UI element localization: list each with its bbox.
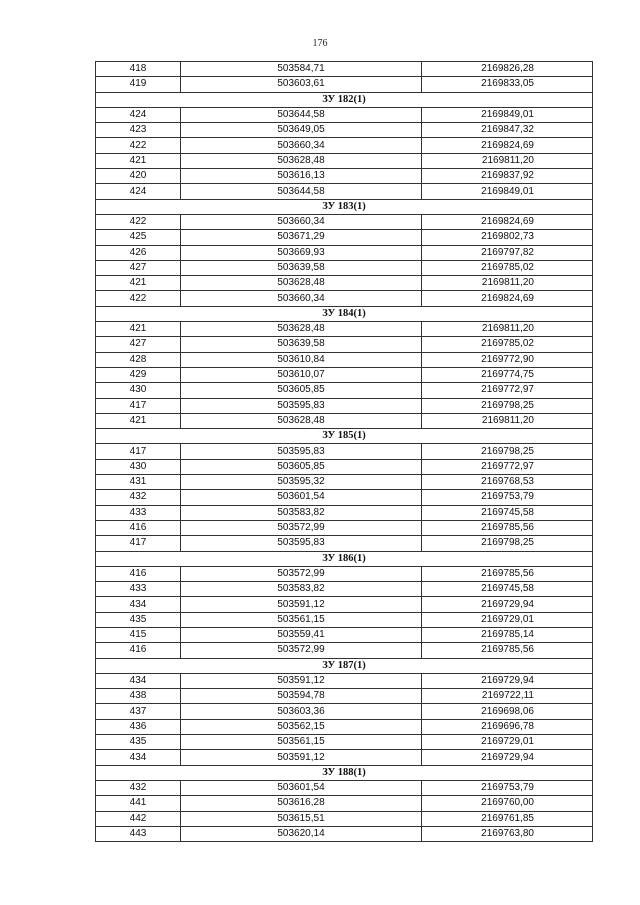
table-row [96,689,593,704]
section-title: ЗУ 183(1) [96,199,593,214]
x-coordinate-cell: 503562,15 [181,719,422,734]
point-number-cell: 434 [96,750,181,765]
y-coordinate-cell: 2169811,20 [422,413,593,428]
point-number-cell: 438 [96,689,181,704]
point-number-cell: 435 [96,612,181,627]
point-number-cell: 419 [96,77,181,92]
y-coordinate-cell: 2169729,01 [422,735,593,750]
table-row [96,245,593,260]
y-coordinate-cell: 2169760,00 [422,796,593,811]
table-row [96,184,593,199]
table-row [96,123,593,138]
point-number-cell: 430 [96,383,181,398]
table-row [96,673,593,688]
table-row [96,322,593,337]
table-row [96,398,593,413]
y-coordinate-cell: 2169768,53 [422,475,593,490]
point-number-cell: 418 [96,62,181,77]
point-number-cell: 434 [96,597,181,612]
table-row [96,612,593,627]
y-coordinate-cell: 2169772,97 [422,383,593,398]
section-title: ЗУ 188(1) [96,765,593,780]
y-coordinate-cell: 2169774,75 [422,367,593,382]
x-coordinate-cell: 503610,07 [181,367,422,382]
x-coordinate-cell: 503591,12 [181,673,422,688]
section-title: ЗУ 184(1) [96,306,593,321]
y-coordinate-cell: 2169849,01 [422,184,593,199]
y-coordinate-cell: 2169729,94 [422,597,593,612]
point-number-cell: 415 [96,627,181,642]
point-number-cell: 427 [96,260,181,275]
table-row [96,536,593,551]
y-coordinate-cell: 2169798,25 [422,398,593,413]
x-coordinate-cell: 503660,34 [181,138,422,153]
x-coordinate-cell: 503639,58 [181,260,422,275]
table-row [96,627,593,642]
point-number-cell: 417 [96,444,181,459]
x-coordinate-cell: 503595,83 [181,398,422,413]
point-number-cell: 432 [96,490,181,505]
point-number-cell: 421 [96,153,181,168]
point-number-cell: 443 [96,826,181,841]
y-coordinate-cell: 2169761,85 [422,811,593,826]
y-coordinate-cell: 2169696,78 [422,719,593,734]
point-number-cell: 432 [96,780,181,795]
table-row [96,459,593,474]
section-title: ЗУ 185(1) [96,429,593,444]
section-header-row [96,306,593,321]
coordinates-table-body [96,62,593,842]
x-coordinate-cell: 503584,71 [181,62,422,77]
table-row [96,153,593,168]
point-number-cell: 429 [96,367,181,382]
section-header-row [96,199,593,214]
y-coordinate-cell: 2169772,97 [422,459,593,474]
x-coordinate-cell: 503620,14 [181,826,422,841]
point-number-cell: 437 [96,704,181,719]
point-number-cell: 435 [96,735,181,750]
x-coordinate-cell: 503591,12 [181,597,422,612]
y-coordinate-cell: 2169833,05 [422,77,593,92]
y-coordinate-cell: 2169763,80 [422,826,593,841]
section-title: ЗУ 186(1) [96,551,593,566]
x-coordinate-cell: 503605,85 [181,383,422,398]
table-row [96,413,593,428]
x-coordinate-cell: 503603,61 [181,77,422,92]
table-row [96,597,593,612]
table-row [96,475,593,490]
y-coordinate-cell: 2169785,02 [422,260,593,275]
point-number-cell: 441 [96,796,181,811]
point-number-cell: 425 [96,230,181,245]
x-coordinate-cell: 503595,32 [181,475,422,490]
point-number-cell: 433 [96,505,181,520]
point-number-cell: 416 [96,566,181,581]
x-coordinate-cell: 503561,15 [181,735,422,750]
x-coordinate-cell: 503628,48 [181,322,422,337]
page-number: 176 [312,38,328,49]
y-coordinate-cell: 2169811,20 [422,276,593,291]
table-row [96,826,593,841]
point-number-cell: 436 [96,719,181,734]
table-row [96,566,593,581]
table-row [96,704,593,719]
y-coordinate-cell: 2169785,56 [422,520,593,535]
x-coordinate-cell: 503603,36 [181,704,422,719]
table-row [96,750,593,765]
y-coordinate-cell: 2169729,94 [422,673,593,688]
y-coordinate-cell: 2169824,69 [422,138,593,153]
point-number-cell: 417 [96,536,181,551]
y-coordinate-cell: 2169824,69 [422,214,593,229]
point-number-cell: 442 [96,811,181,826]
x-coordinate-cell: 503610,84 [181,352,422,367]
point-number-cell: 422 [96,138,181,153]
y-coordinate-cell: 2169753,79 [422,780,593,795]
y-coordinate-cell: 2169785,56 [422,643,593,658]
x-coordinate-cell: 503601,54 [181,780,422,795]
point-number-cell: 420 [96,169,181,184]
x-coordinate-cell: 503591,12 [181,750,422,765]
section-title: ЗУ 182(1) [96,92,593,107]
x-coordinate-cell: 503595,83 [181,444,422,459]
y-coordinate-cell: 2169849,01 [422,107,593,122]
y-coordinate-cell: 2169847,32 [422,123,593,138]
table-row [96,367,593,382]
x-coordinate-cell: 503628,48 [181,276,422,291]
point-number-cell: 423 [96,123,181,138]
x-coordinate-cell: 503594,78 [181,689,422,704]
y-coordinate-cell: 2169811,20 [422,322,593,337]
x-coordinate-cell: 503616,28 [181,796,422,811]
x-coordinate-cell: 503671,29 [181,230,422,245]
y-coordinate-cell: 2169785,14 [422,627,593,642]
point-number-cell: 433 [96,582,181,597]
section-header-row [96,92,593,107]
y-coordinate-cell: 2169802,73 [422,230,593,245]
table-row [96,169,593,184]
point-number-cell: 431 [96,475,181,490]
table-row [96,505,593,520]
x-coordinate-cell: 503605,85 [181,459,422,474]
section-header-row [96,551,593,566]
point-number-cell: 427 [96,337,181,352]
y-coordinate-cell: 2169785,02 [422,337,593,352]
table-row [96,520,593,535]
point-number-cell: 424 [96,184,181,199]
table-row [96,230,593,245]
x-coordinate-cell: 503595,83 [181,536,422,551]
y-coordinate-cell: 2169798,25 [422,444,593,459]
table-row [96,138,593,153]
table-row [96,643,593,658]
table-row [96,62,593,77]
y-coordinate-cell: 2169753,79 [422,490,593,505]
table-row [96,735,593,750]
table-row [96,719,593,734]
y-coordinate-cell: 2169729,01 [422,612,593,627]
point-number-cell: 416 [96,520,181,535]
point-number-cell: 422 [96,291,181,306]
table-row [96,260,593,275]
table-row [96,444,593,459]
y-coordinate-cell: 2169722,11 [422,689,593,704]
y-coordinate-cell: 2169824,69 [422,291,593,306]
y-coordinate-cell: 2169745,58 [422,582,593,597]
y-coordinate-cell: 2169837,92 [422,169,593,184]
point-number-cell: 421 [96,276,181,291]
x-coordinate-cell: 503669,93 [181,245,422,260]
x-coordinate-cell: 503628,48 [181,153,422,168]
y-coordinate-cell: 2169698,06 [422,704,593,719]
table-row [96,383,593,398]
point-number-cell: 430 [96,459,181,474]
table-row [96,276,593,291]
point-number-cell: 426 [96,245,181,260]
y-coordinate-cell: 2169745,58 [422,505,593,520]
x-coordinate-cell: 503660,34 [181,214,422,229]
table-row [96,337,593,352]
x-coordinate-cell: 503644,58 [181,107,422,122]
x-coordinate-cell: 503583,82 [181,582,422,597]
x-coordinate-cell: 503583,82 [181,505,422,520]
table-row [96,291,593,306]
x-coordinate-cell: 503615,51 [181,811,422,826]
x-coordinate-cell: 503572,99 [181,643,422,658]
y-coordinate-cell: 2169811,20 [422,153,593,168]
y-coordinate-cell: 2169798,25 [422,536,593,551]
point-number-cell: 422 [96,214,181,229]
point-number-cell: 421 [96,413,181,428]
table-row [96,107,593,122]
table-row [96,796,593,811]
table-row [96,780,593,795]
point-number-cell: 424 [96,107,181,122]
x-coordinate-cell: 503639,58 [181,337,422,352]
section-header-row [96,429,593,444]
y-coordinate-cell: 2169797,82 [422,245,593,260]
table-row [96,490,593,505]
point-number-cell: 434 [96,673,181,688]
y-coordinate-cell: 2169772,90 [422,352,593,367]
x-coordinate-cell: 503572,99 [181,520,422,535]
point-number-cell: 417 [96,398,181,413]
x-coordinate-cell: 503601,54 [181,490,422,505]
point-number-cell: 428 [96,352,181,367]
x-coordinate-cell: 503616,13 [181,169,422,184]
y-coordinate-cell: 2169785,56 [422,566,593,581]
point-number-cell: 416 [96,643,181,658]
table-row [96,582,593,597]
section-title: ЗУ 187(1) [96,658,593,673]
table-row [96,77,593,92]
table-row [96,352,593,367]
x-coordinate-cell: 503572,99 [181,566,422,581]
x-coordinate-cell: 503649,05 [181,123,422,138]
section-header-row [96,658,593,673]
table-row [96,811,593,826]
x-coordinate-cell: 503660,34 [181,291,422,306]
y-coordinate-cell: 2169729,94 [422,750,593,765]
table-row [96,214,593,229]
x-coordinate-cell: 503644,58 [181,184,422,199]
x-coordinate-cell: 503559,41 [181,627,422,642]
point-number-cell: 421 [96,322,181,337]
x-coordinate-cell: 503628,48 [181,413,422,428]
section-header-row [96,765,593,780]
coordinates-table [95,61,593,842]
x-coordinate-cell: 503561,15 [181,612,422,627]
y-coordinate-cell: 2169826,28 [422,62,593,77]
